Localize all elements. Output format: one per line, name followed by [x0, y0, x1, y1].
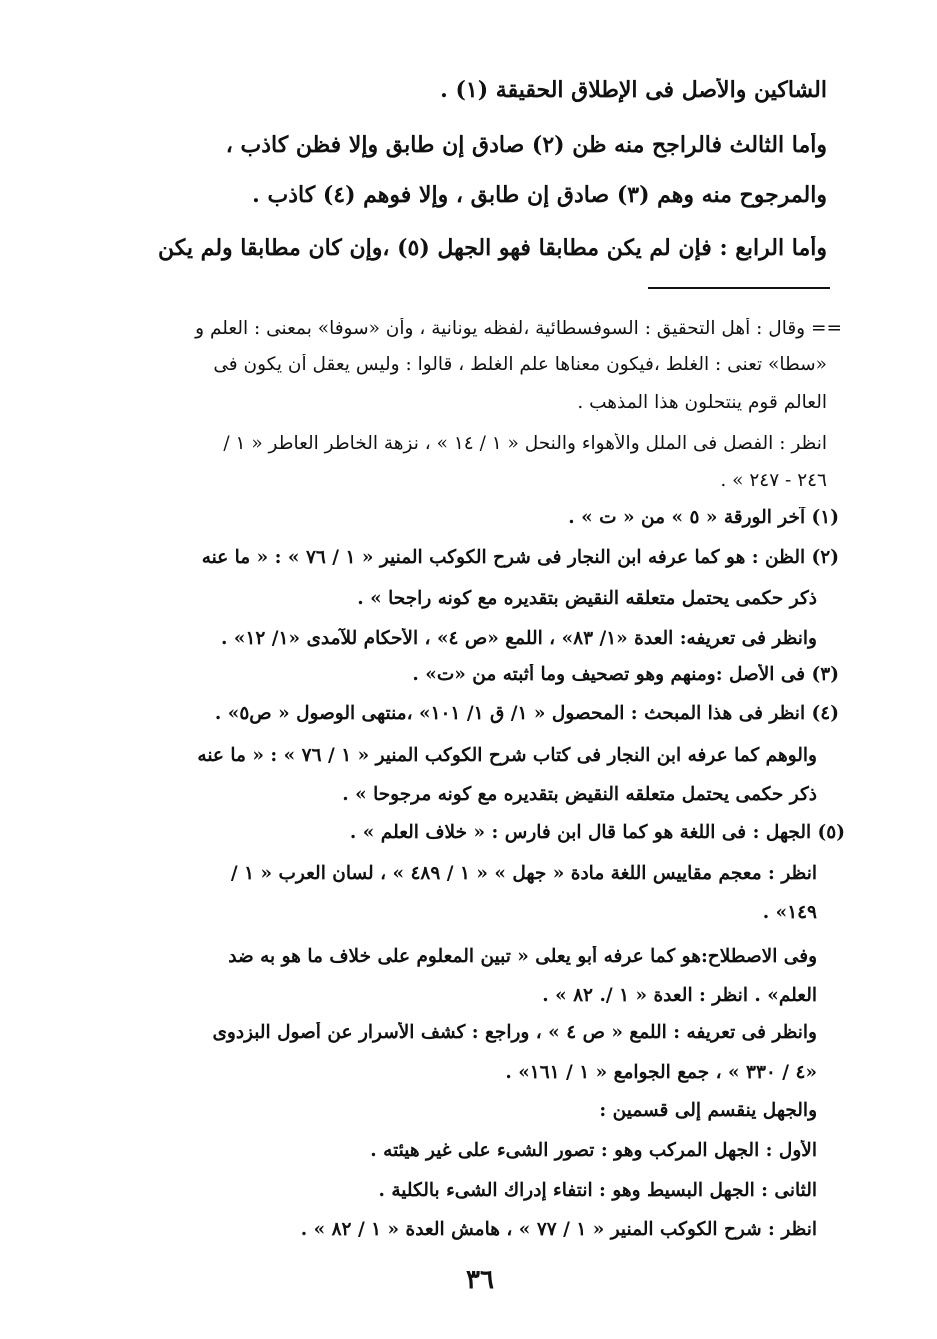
footnote-line: (٣) فى الأصل :ومنهم وهو تصحيف وما أثبته من «ت» . — [412, 664, 839, 685]
footnote-line: ١٤٩» . — [762, 902, 817, 923]
footnote-line: «سطا» تعنى : الغلط ،فيكون معناها علم الغلط ، قالوا : وليس يعقل أن يكون فى — [213, 354, 827, 375]
footnote-line: انظر : معجم مقاييس اللغة مادة « جهل » « ١ / ٤٨٩ » ، لسان العرب « ١ / — [230, 863, 817, 884]
page-number: ٣٦ — [466, 1265, 494, 1295]
footnote-line: وفى الاصطلاح:هو كما عرفه أبو يعلى « تبين المعلوم على خلاف ما هو به ضد — [228, 946, 817, 967]
footnote-line: == وقال : أهل التحقيق : السوفسطائية ،لفظه يونانية ، وأن «سوفا» بمعنى : العلم و — [195, 318, 842, 339]
main-text-line: الشاكين والأصل فى الإطلاق الحقيقة (١) . — [440, 78, 827, 103]
footnote-line: (١) آخر الورقة « ٥ » من « ت » . — [568, 507, 839, 528]
footnote-line: والجهل ينقسم إلى قسمين : — [599, 1100, 817, 1121]
footnote-line: «٤ / ٣٣٠ » ، جمع الجوامع « ١ / ١٦١» . — [505, 1062, 817, 1083]
footnote-line: العلم» . انظر : العدة « ١ /. ٨٢ » . — [542, 985, 817, 1006]
footnote-line: (٥) الجهل : فى اللغة هو كما قال ابن فارس : « خلاف العلم » . — [349, 822, 845, 843]
footnote-separator — [648, 287, 830, 289]
footnote-line: العالم قوم ينتحلون هذا المذهب . — [577, 392, 827, 413]
footnote-line: الثانى : الجهل البسيط وهو : انتفاء إدراك الشىء بالكلية . — [378, 1180, 817, 1201]
main-text-line: والمرجوح منه وهم (٣) صادق إن طابق ، وإلا فوهم (٤) كاذب . — [252, 183, 827, 208]
footnote-line: ٢٤٦ - ٢٤٧ » . — [720, 470, 827, 491]
footnote-line: الأول : الجهل المركب وهو : تصور الشىء على غير هيئته . — [370, 1140, 817, 1161]
main-text-line: وأما الرابع : فإن لم يكن مطابقا فهو الجهل (٥) ،وإن كان مطابقا ولم يكن — [158, 236, 827, 261]
footnote-line: (٢) الظن : هو كما عرفه ابن النجار فى شرح الكوكب المنير « ١ / ٧٦ » : « ما عنه — [201, 547, 839, 568]
footnote-line: انظر : الفصل فى الملل والأهواء والنحل « ١ / ١٤ » ، نزهة الخاطر العاطر « ١ / — [223, 433, 827, 454]
footnote-line: والوهم كما عرفه ابن النجار فى كتاب شرح الكوكب المنير « ١ / ٧٦ » : « ما عنه — [197, 745, 817, 766]
footnote-line: ذكر حكمى يحتمل متعلقه النقيض بتقديره مع كونه راجحا » . — [357, 588, 817, 609]
footnote-line: وانظر فى تعريفه : اللمع « ص ٤ » ، وراجع : كشف الأسرار عن أصول البزدوى — [212, 1022, 817, 1043]
footnote-line: ذكر حكمى يحتمل متعلقه النقيض بتقديره مع كونه مرجوحا » . — [342, 784, 817, 805]
footnote-line: وانظر فى تعريفه: العدة «١/ ٨٣» ، اللمع «ص ٤» ، الأحكام للآمدى «١/ ١٢» . — [220, 628, 817, 649]
footnote-line: انظر : شرح الكوكب المنير « ١ / ٧٧ » ، هامش العدة « ١ / ٨٢ » . — [300, 1219, 817, 1240]
main-text-line: وأما الثالث فالراجح منه ظن (٢) صادق إن طابق وإلا فظن كاذب ، — [225, 133, 827, 158]
footnote-line: (٤) انظر فى هذا المبحث : المحصول « ١/ ق ١/ ١٠١» ،منتهى الوصول « ص٥» . — [214, 703, 839, 724]
